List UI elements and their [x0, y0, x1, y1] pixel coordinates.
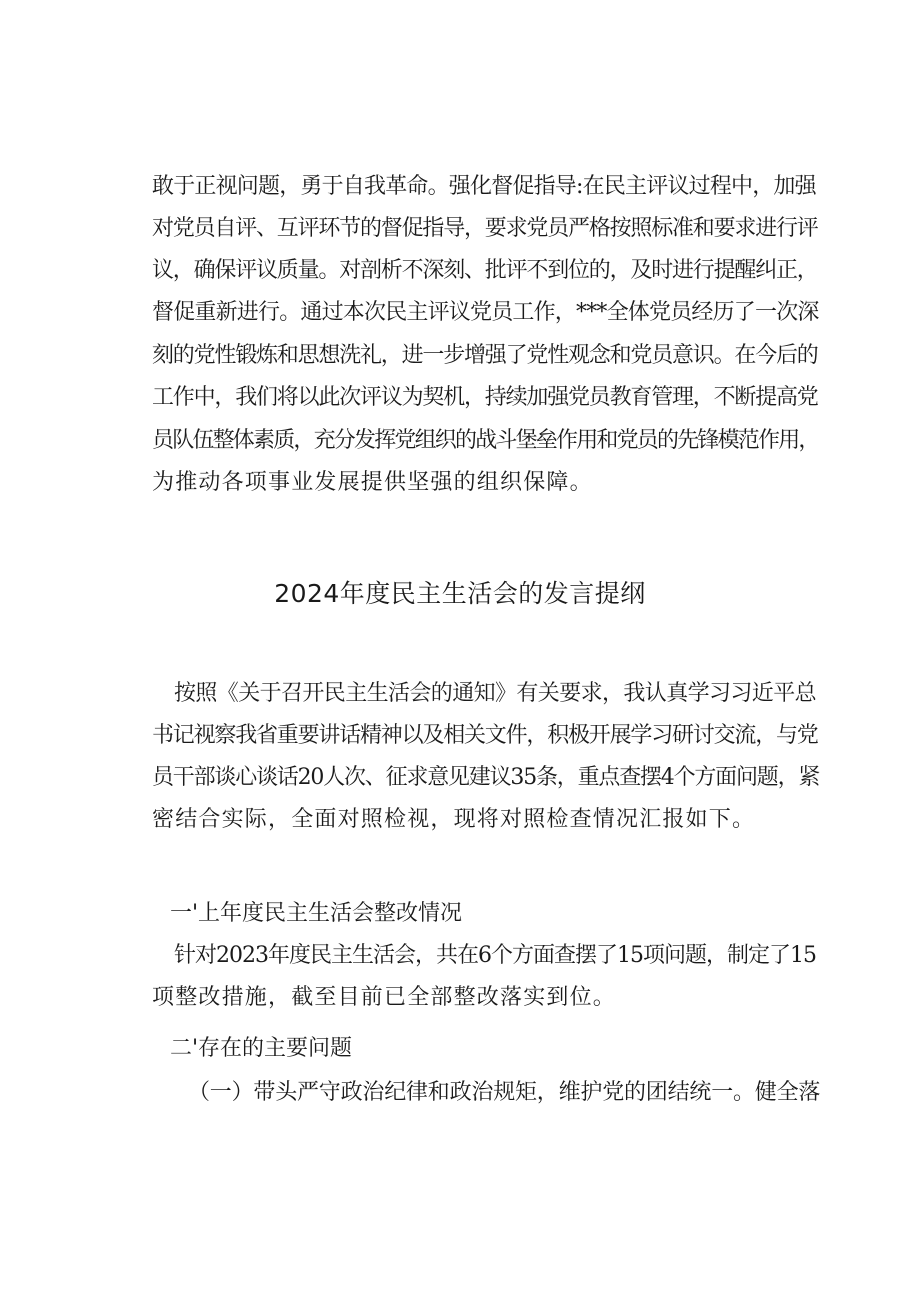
text-line: 针对2023年度民主生活会，共在6个方面查摆了15项问题，制定了15 — [174, 943, 816, 968]
text-line: 为推动各项事业发展提供坚强的组织保障。 — [152, 470, 593, 495]
text-line: 密结合实际，全面对照检视，现将对照检查情况汇报如下。 — [152, 807, 756, 832]
text-line: 刻的党性锻炼和思想洗礼，进一步增强了党性观念和党员意识。在今后的 — [152, 343, 818, 368]
section-heading-1: 一'上年度民主生活会整改情况 — [170, 901, 463, 926]
text-line: 书记视察我省重要讲话精神以及相关文件，积极开展学习研讨交流，与党 — [152, 723, 818, 748]
text-line: 议，确保评议质量。对剖析不深刻、批评不到位的，及时进行提醒纠正， — [152, 258, 818, 283]
text-line: 工作中，我们将以此次评议为契机，持续加强党员教育管理，不断提高党 — [152, 385, 818, 410]
text-line: （一）带头严守政治纪律和政治规矩，维护党的团结统一。健全落 — [188, 1080, 821, 1105]
text-line: 员队伍整体素质，充分发挥党组织的战斗堡垒作用和党员的先锋模范作用， — [152, 428, 819, 453]
document-title: 2024年度民主生活会的发言提纲 — [274, 579, 646, 608]
text-line: 督促重新进行。通过本次民主评议党员工作，***全体党员经历了一次深 — [152, 300, 819, 325]
text-line: 员干部谈心谈话20人次、征求意见建议35条，重点查摆4个方面问题，紧 — [152, 765, 820, 790]
text-line: 对党员自评、互评环节的督促指导，要求党员严格按照标准和要求进行评 — [152, 216, 818, 241]
text-line: 按照《关于召开民主生活会的通知》有关要求，我认真学习习近平总 — [174, 681, 817, 706]
text-line: 项整改措施，截至目前已全部整改落实到位。 — [152, 985, 617, 1010]
text-line: 敢于正视问题，勇于自我革命。强化督促指导:在民主评议过程中，加强 — [152, 174, 816, 199]
section-heading-2: 二'存在的主要问题 — [170, 1036, 353, 1061]
